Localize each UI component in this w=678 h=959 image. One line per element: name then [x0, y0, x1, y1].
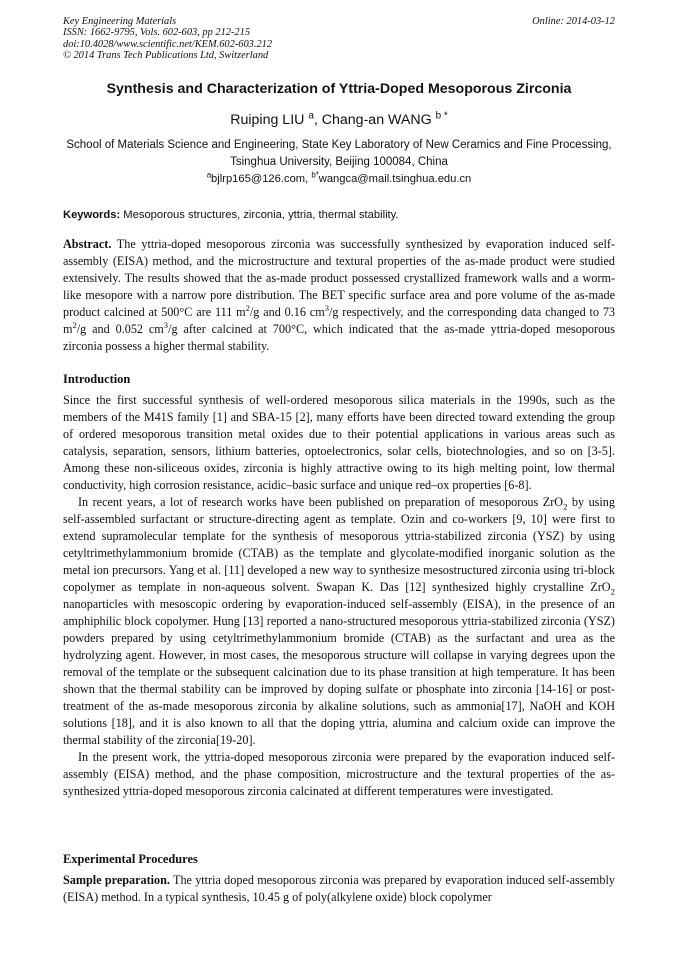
intro-paragraph-3: In the present work, the yttria-doped mesoporous zirconia were prepared by the evaporation induced self-assembly (EISA) method, and the phase composition, microstructure and the textural properties of the as-synthesized yttria-doped mesoporous zirconia calcinated at different temperatures were investigated. [63, 750, 615, 798]
introduction-heading: Introduction [63, 372, 131, 386]
email-2-mark: b* [311, 170, 319, 180]
author-emails [63, 170, 615, 185]
journal-header [63, 16, 615, 61]
intro-paragraph-2 [63, 494, 615, 749]
abstract-text-3: /g respectively, and the corresponding data changed to 73 m [63, 305, 616, 336]
keywords [63, 209, 615, 221]
email-1: bjlrp165@126.com, [211, 173, 312, 185]
journal-name: Key Engineering Materials [63, 16, 177, 27]
sample-preparation [63, 872, 615, 906]
sample-preparation-label: Sample preparation. [63, 873, 170, 887]
intro-p2-text-2: by using self-assembled surfactant or structure-directing agent as template. Ozin and co-workers [9, 10] were first to extend supramolecular template for the synthesis of mesoporous yttria-stabilized zirconia (YSZ) by using cetyltrimethylammonium bromide (CTAB) as the template and glycolate-modified inorganic solution as the metal ion precursors. Yang et al. [11] developed a new way to synthesize mesostructured zirconia using tri-block copolymer as template in non-aqueous solvent. Swapan K. Das [12] synthesized highly crystalline ZrO [63, 495, 615, 594]
keywords-text: Mesoporous structures, zirconia, yttria, thermal stability. [120, 209, 399, 221]
copyright-line: © 2014 Trans Tech Publications Ltd, Switzerland [63, 49, 269, 61]
experimental-heading: Experimental Procedures [63, 852, 198, 866]
paper-title: Synthesis and Characterization of Yttria-Doped Mesoporous Zirconia [106, 81, 572, 97]
abstract-sup-1: 2 [245, 302, 250, 313]
author-2: Chang-an WANG [321, 112, 432, 128]
intro-p2-sub-1: 2 [563, 501, 568, 512]
abstract-text-1: The yttria-doped mesoporous zirconia was successfully synthesized by evaporation induced self-assembly (EISA) method, and the microstructure and textural properties of the as-made product were studied extensively. The results showed that the as-made product possessed crystallized framework walls and a worm-like mesopore with a narrow pore distribution. The BET specific surface area and pore volume of the as-made product calcined at 500°C are 111 m [63, 237, 615, 319]
keywords-label: Keywords: [63, 209, 121, 221]
intro-p2-text-1: In recent years, a lot of research works have been published on preparation of mesoporous ZrO [78, 495, 564, 509]
intro-paragraph-1: Since the first successful synthesis of well-ordered mesoporous silica materials in the 1990s, such as the members of the M41S family [1] and SBA-15 [2], many efforts have been directed toward extending the group of ordered mesoporous transition metal oxides due to their potential applications in various areas such as catalysis, separation, sensors, lithium batteries, optoelectronics, solar cells, biotechnologies, and so on [3-5]. Among these non-siliceous oxides, zirconia is highly attractive owing to its high melting point, low thermal conductivity, high corrosion resistance, acidic–basic surface and unique red–ox properties [6-8]. [63, 393, 615, 492]
abstract-text-2: /g and 0.16 cm [249, 305, 325, 319]
abstract-sup-3: 2 [72, 319, 77, 330]
abstract-text-4: /g and 0.052 cm [76, 322, 164, 336]
issn-line: ISSN: 1662-9795, Vols. 602-603, pp 212-215 [63, 27, 251, 39]
sample-preparation-text: The yttria doped mesoporous zirconia was prepared by evaporation induced self-assembly (EISA) method. In a typical synthesis, 10.45 g of poly(alkylene oxide) block copolymer [63, 873, 615, 904]
doi-line: doi:10.4028/www.scientific.net/KEM.602-603.212 [63, 38, 273, 50]
intro-p2-text-3: nanoparticles with mesoscopic ordering by evaporation-induced self-assembly (EISA), in the presence of an amphiphilic block copolymer. Hung [13] reported a nano-structured mesoporous yttria-stabilized zirconia (YSZ) powders prepared by using cetyltrimethylammonium bromide (CTAB) as the surfactant and urea as the hydrolyzing agent. However, in most cases, the mesoporous structure will collapse in varying degrees upon the removal of the template or the subsequent calcination due to its phase transition at high temperature. It has been shown that the thermal stability can be improved by doping sulfate or phosphate into zirconia [14-16] or post-treatment of the as-made mesoporous zirconia by alkaline solutions, such as ammonia[17], NaOH and KOH solutions [18], and it is also known to all that the doping yttria, alumina and calcium oxide can improve the thermal stability of the zirconia[19-20]. [63, 597, 615, 747]
author-1-mark: a [308, 110, 314, 122]
online-date: Online: 2014-03-12 [532, 16, 615, 27]
intro-p2-sub-2: 2 [610, 586, 615, 597]
email-1-mark: a [206, 170, 212, 180]
abstract [63, 236, 615, 355]
abstract-text-5: /g after calcined at 700°C, which indicated that the as-made yttria-doped mesoporous zirconia possess a higher thermal stability. [63, 322, 615, 353]
author-2-mark: b * [435, 110, 448, 122]
author-1: Ruiping LIU [230, 112, 305, 128]
abstract-sup-2: 3 [324, 302, 329, 313]
affiliation: School of Materials Science and Engineering, State Key Laboratory of New Ceramics and Fine Processing, Tsinghua University, Beijing 100084, China [66, 139, 612, 168]
email-2: wangca@mail.tsinghua.edu.cn [318, 173, 472, 185]
introduction-body [63, 392, 615, 800]
abstract-label: Abstract. [63, 237, 112, 251]
author-separator: , [313, 112, 322, 128]
abstract-sup-4: 3 [163, 319, 169, 330]
author-line [40, 112, 638, 128]
